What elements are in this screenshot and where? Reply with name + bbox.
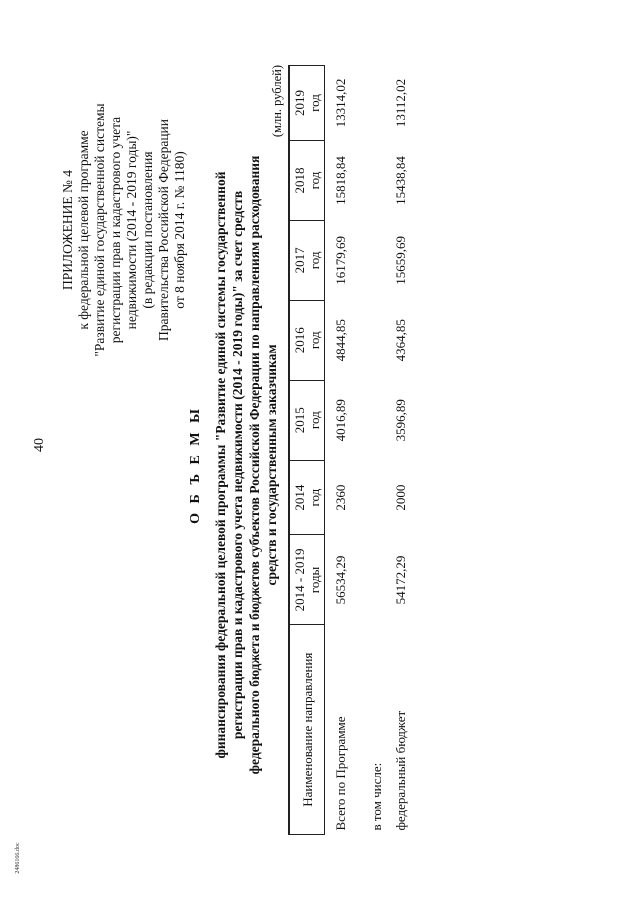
- column-header: 2016 год: [289, 300, 325, 380]
- table-cell: 16179,69: [333, 236, 348, 285]
- table-cell: 2360: [333, 484, 348, 511]
- appendix-line: Правительства Российской Федерации: [156, 119, 171, 341]
- column-header: 2019 год: [289, 66, 325, 141]
- landscape-content: [60, 35, 440, 895]
- footer-document-code: 2486166.doc: [15, 842, 21, 874]
- column-header: 2015 год: [289, 380, 325, 460]
- appendix-line: "Развитие единой государственной системы: [92, 103, 107, 357]
- table-cell: 3596,89: [393, 399, 408, 442]
- table-cell: 4364,85: [393, 319, 408, 362]
- table-cell: 4016,89: [333, 399, 348, 442]
- table-cell: 4844,85: [333, 319, 348, 362]
- column-header: 2018 год: [289, 140, 325, 220]
- row-name: Всего по Программе: [333, 716, 348, 831]
- table-cell: 15438,84: [393, 156, 408, 205]
- heading-title: О Б Ъ Е М Ы: [188, 406, 203, 524]
- document-heading: [188, 35, 280, 895]
- appendix-line: (в редакции постановления: [140, 151, 155, 309]
- table-row: [385, 66, 413, 835]
- financing-table: [288, 65, 413, 835]
- rotated-page-content: [60, 35, 440, 895]
- heading-line: финансирования федеральной целевой программы "Развитие единой системы государственной: [213, 171, 228, 759]
- table-row: [353, 66, 385, 835]
- column-header: 2017 год: [289, 220, 325, 300]
- table-cell: 13112,02: [393, 78, 408, 128]
- appendix-line: к федеральной целевой программе: [76, 130, 91, 330]
- appendix-block: [60, 40, 188, 420]
- table-row: [325, 66, 354, 835]
- column-header: Наименование направления: [289, 625, 325, 835]
- appendix-line: от 8 ноября 2014 г. № 1180): [172, 151, 187, 309]
- heading-line: средств и государственным заказчикам: [264, 344, 279, 586]
- column-header: 2014 год: [289, 460, 325, 535]
- table-cell: 2000: [393, 484, 408, 511]
- table-cell: 15659,69: [393, 236, 408, 285]
- heading-line: регистрации прав и кадастрового учета недвижимости (2014 - 2019 годы)" за счет средств: [230, 190, 245, 740]
- appendix-line: недвижимости (2014 - 2019 годы)": [124, 130, 139, 330]
- heading-line: федерального бюджета и бюджетов субъектов Российской Федерации по направлениям расходования: [247, 155, 262, 775]
- page-number: 40: [32, 438, 47, 452]
- table-cell: 54172,29: [393, 555, 408, 605]
- row-name: в том числе:: [369, 762, 384, 831]
- table-cell: 15818,84: [333, 156, 348, 205]
- column-header: 2014 - 2019 годы: [289, 535, 325, 625]
- appendix-line: ПРИЛОЖЕНИЕ № 4: [60, 169, 75, 291]
- row-name: федеральный бюджет: [393, 710, 408, 831]
- units-label: (млн. рублей): [270, 65, 284, 138]
- appendix-line: регистрации прав и кадастрового учета: [108, 116, 123, 344]
- table-cell: 56534,29: [333, 555, 348, 605]
- table-cell: 13314,02: [333, 78, 348, 128]
- table-header-row: [289, 66, 325, 835]
